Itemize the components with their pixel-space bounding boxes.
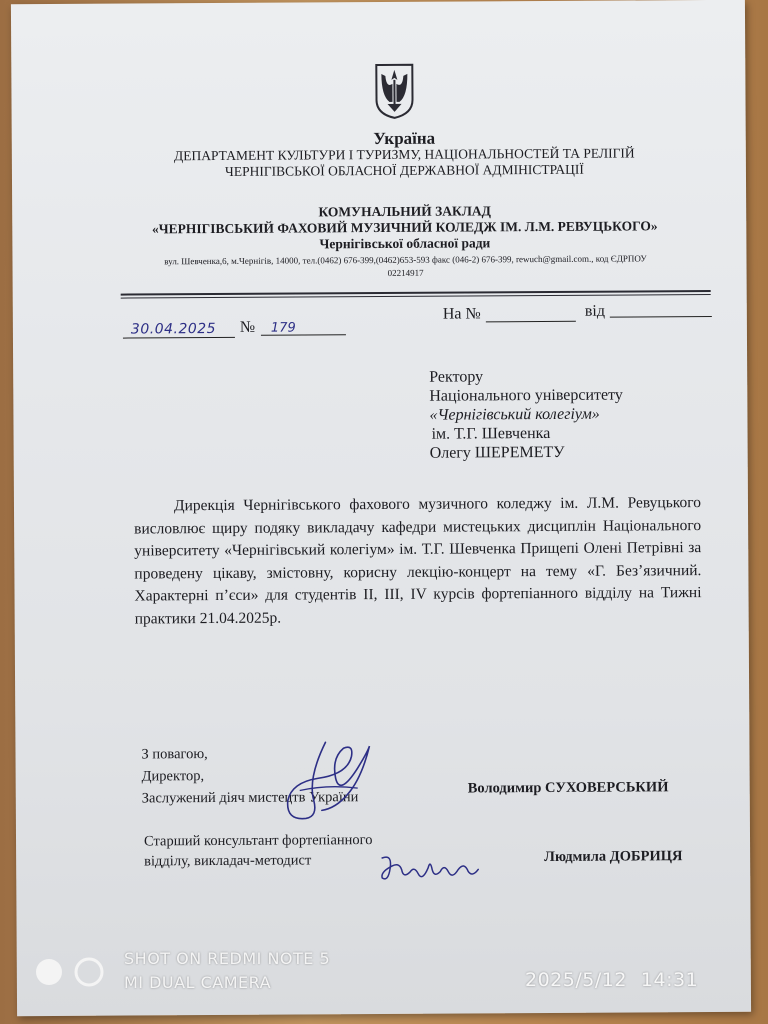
recipient-line-5: Олегу ШЕРЕМЕТУ [429, 443, 565, 462]
recipient-block [429, 367, 623, 463]
department-line-2: ЧЕРНІГІВСЬКОЇ ОБЛАСНОЇ ДЕРЖАВНОЇ АДМІНІСТРАЦІЇ [224, 161, 584, 179]
outgoing-number-label: № [239, 318, 256, 336]
consultant-position-line-2: відділу, викладач-методист [144, 852, 312, 870]
incoming-number-label: На № [442, 305, 481, 323]
camera-timestamp [525, 969, 698, 991]
camera-watermark [124, 947, 330, 995]
consultant-name: Людмила ДОБРИЦЯ [544, 848, 683, 866]
watermark-line-1: SHOT ON REDMI NOTE 5 [124, 949, 331, 968]
closing-text: З повагою, [141, 746, 208, 763]
incoming-number-line [486, 321, 576, 323]
timestamp-time: 14:31 [640, 969, 699, 991]
institution-line-1: КОМУНАЛЬНИЙ ЗАКЛАД [318, 203, 491, 220]
letter-body: Дирекція Чернігівського фахового музичного коледжу ім. Л.М. Ревуцького висловлює щиру подяку викладачу кафедри мистецьких дисциплін Національного університету «Чернігівський колегіум» ім. Т.Г. Шевченка Прищепі Олені Петрівні за проведену цікаву, змістовну, корисну лекцію-концерт на тему «Г. Без’язичний. Характерні п’єси» для студентів ІІ, ІІІ, IV курсів фортепіанного відділу на Тижні практики 21.04.2025р. [134, 494, 702, 628]
recipient-line-3: «Чернігівський колегіум» [429, 405, 600, 424]
timestamp-date: 2025/5/12 [525, 969, 627, 991]
address-line-2: 02214917 [387, 267, 424, 278]
incoming-from-line [610, 316, 712, 318]
outgoing-date: 30.04.2025 [130, 321, 217, 338]
letterhead-address [120, 252, 690, 281]
letterhead-department [122, 145, 687, 180]
letter-page [11, 0, 751, 1016]
letterhead-country: Україна [373, 128, 436, 149]
incoming-from-label: від [584, 302, 605, 320]
address-line-1: вул. Шевченка,6, м.Чернігів, 14000, тел.(0462) 676-399,(0462)653-593 факс (046-2) 676-399, rewuch@gmail.com., код ЄДРПОУ [164, 253, 647, 267]
letterhead-institution [122, 202, 687, 253]
institution-line-2: «ЧЕРНІГІВСЬКИЙ ФАХОВИЙ МУЗИЧНИЙ КОЛЕДЖ ІМ. Л.М. РЕВУЦЬКОГО» [151, 218, 658, 237]
outgoing-date-line [123, 337, 235, 339]
signature-block-consultant [144, 830, 373, 871]
outgoing-number-line [261, 334, 346, 336]
recipient-line-4: ім. Т.Г. Шевченка [431, 424, 551, 443]
camera-watermark-dots-icon [34, 957, 106, 987]
department-line-1: ДЕПАРТАМЕНТ КУЛЬТУРИ І ТУРИЗМУ, НАЦІОНАЛЬНОСТЕЙ ТА РЕЛІГІЙ [173, 145, 635, 164]
director-signature [277, 738, 378, 825]
outgoing-number: 179 [270, 320, 296, 336]
director-position: Директор, [141, 768, 205, 785]
recipient-line-2: Національного університету [429, 386, 623, 405]
trident-emblem-icon [373, 62, 415, 120]
institution-line-3: Чернігівської обласної ради [319, 235, 491, 252]
recipient-line-1: Ректору [429, 368, 484, 386]
director-name: Володимир СУХОВЕРСЬКИЙ [467, 779, 669, 797]
watermark-line-2: MI DUAL CAMERA [124, 973, 272, 992]
consultant-position-line-1: Старший консультант фортепіанного [143, 832, 373, 850]
consultant-signature [378, 847, 488, 888]
director-title: Заслужений діяч мистецтв України [141, 789, 359, 807]
